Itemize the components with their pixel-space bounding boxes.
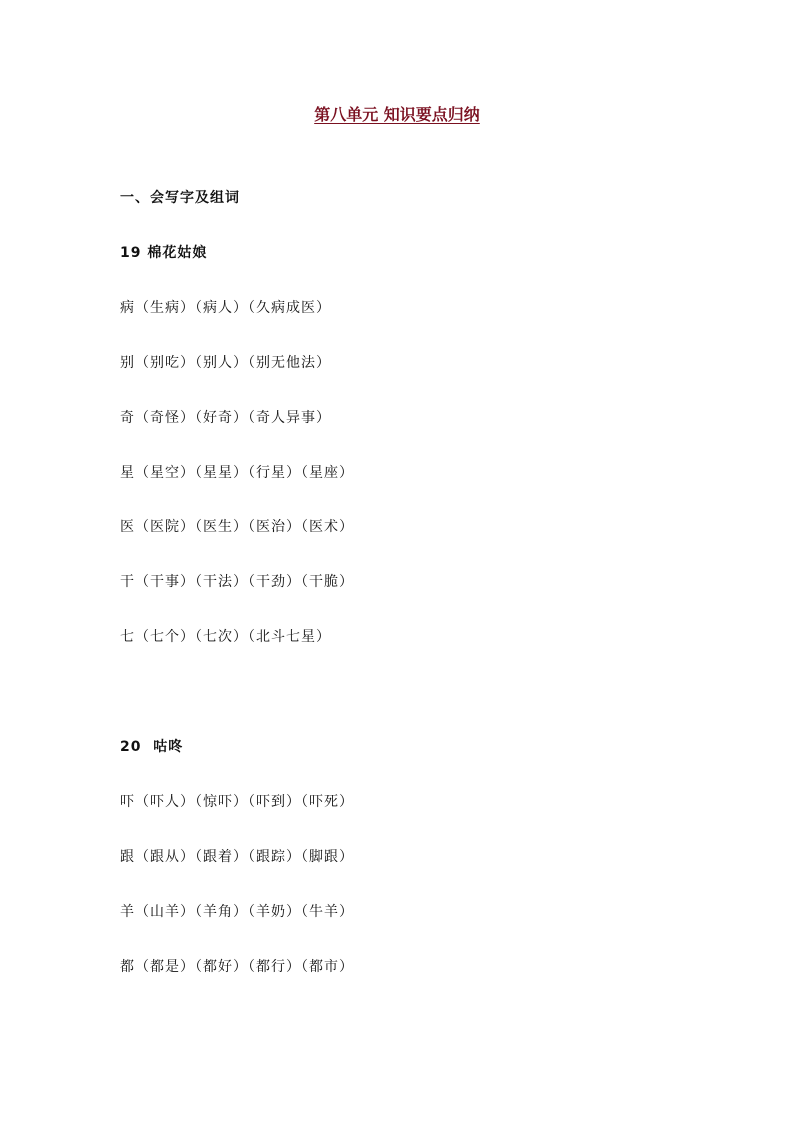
word-line: 病（生病）（病人）（久病成医） [120, 300, 331, 316]
word-line: 干（干事）（干法）（干劲）（干脆） [120, 574, 354, 590]
word-line: 都（都是）（都好）（都行）（都市） [120, 959, 354, 975]
word-line: 跟（跟从）（跟着）（跟踪）（脚跟） [120, 849, 354, 865]
word-line: 羊（山羊）（羊角）（羊奶）（牛羊） [120, 904, 354, 920]
word-line: 七（七个）（七次）（北斗七星） [120, 629, 331, 645]
section-heading: 一、会写字及组词 [120, 190, 240, 206]
lesson-heading: 19 棉花姑娘 [120, 245, 208, 261]
page-title: 第八单元 知识要点归纳 [314, 105, 480, 124]
lesson-heading: 20 咕咚 [120, 739, 184, 755]
word-line: 别（别吃）（别人）（别无他法） [120, 355, 331, 371]
word-line: 医（医院）（医生）（医治）（医术） [120, 519, 354, 535]
word-line: 吓（吓人）（惊吓）（吓到）（吓死） [120, 794, 354, 810]
word-line: 奇（奇怪）（好奇）（奇人异事） [120, 410, 331, 426]
word-line: 星（星空）（星星）（行星）（星座） [120, 465, 354, 481]
